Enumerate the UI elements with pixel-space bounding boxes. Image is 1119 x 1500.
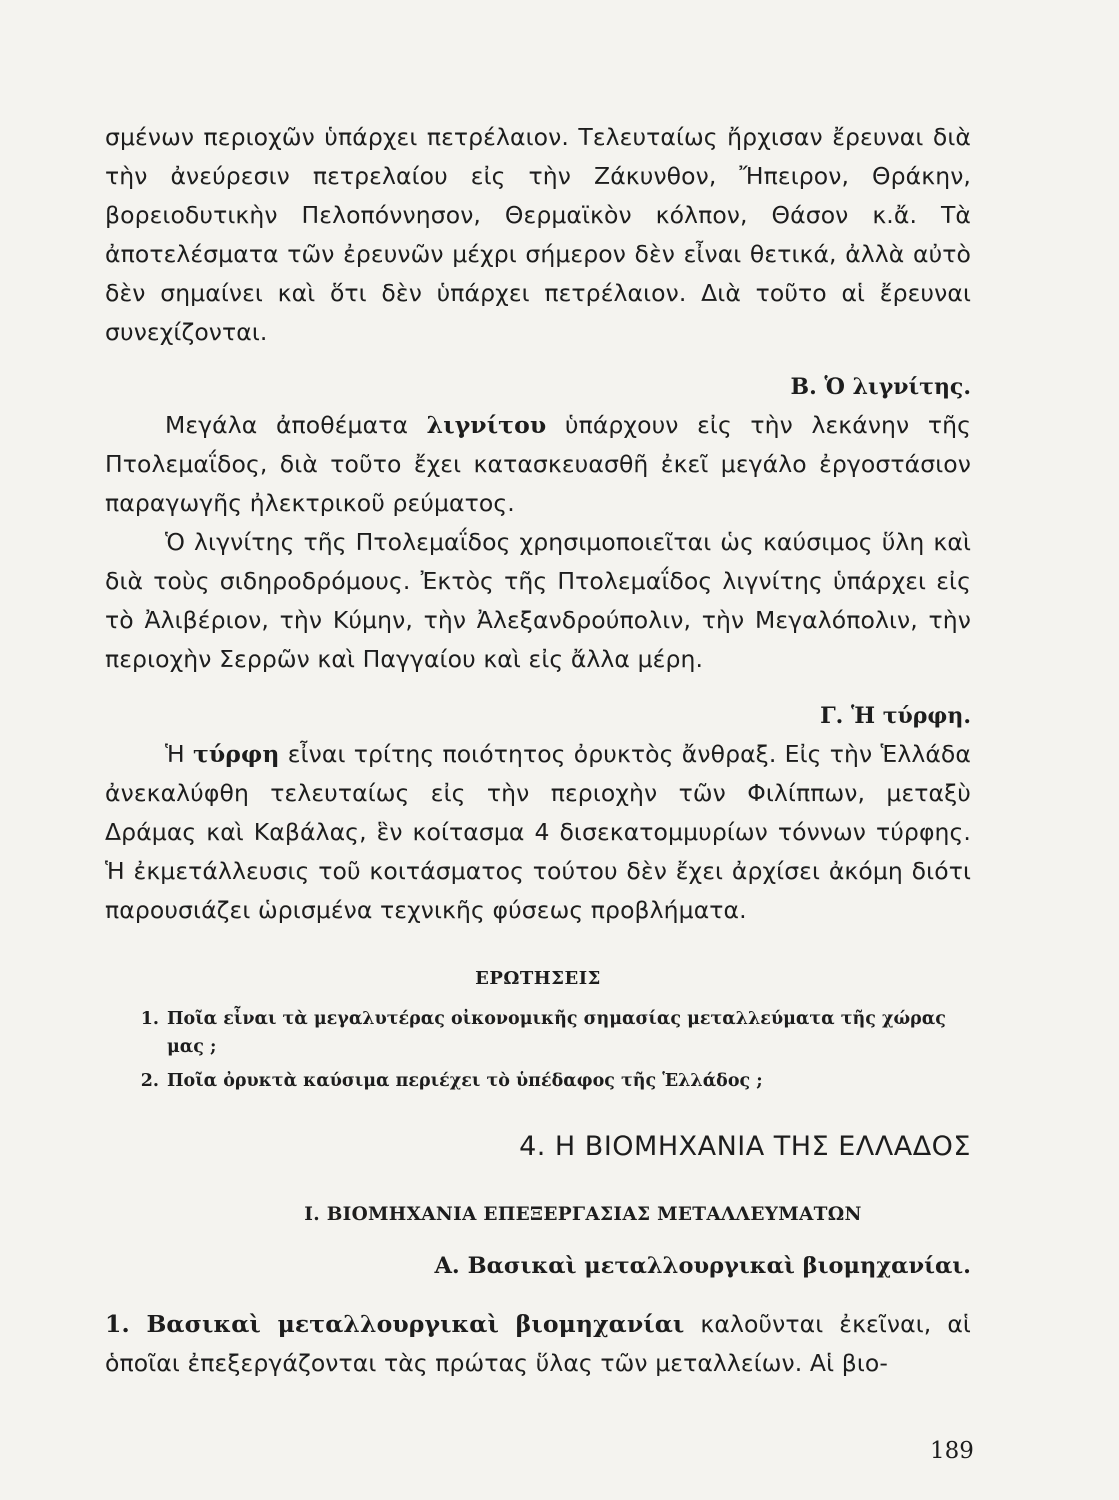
chapter-subheading: Ι. ΒΙΟΜΗΧΑΝΙΑ ΕΠΕΞΕΡΓΑΣΙΑΣ ΜΕΤΑΛΛΕΥΜΑΤΩΝ: [304, 1204, 862, 1225]
section-heading-peat: Γ. Ἡ τύρφη.: [820, 703, 971, 729]
paragraph-metallurgy-rest: καλοῦνται ἐκεῖναι, αἱ ὁποῖαι ἐπεξεργάζονται τὰς πρώτας ὕλας τῶν μεταλλείων. Αἱ βιο-: [105, 1310, 971, 1377]
chapter-subsubheading: Α. Βασικαὶ μεταλλουργικαὶ βιομηχανίαι.: [434, 1253, 971, 1279]
paragraph-lignite-2: Ὁ λιγνίτης τῆς Πτολεμαΐδος χρησιμοποιεῖται ὡς καύσιμος ὕλη καὶ διὰ τοὺς σιδηροδρόμους. Ἐκτὸς τῆς Πτολεμαΐδος λιγνίτης ὑπάρχει εἰς τὸ Ἀλιβέριον, τὴν Κύμην, τὴν Ἀλεξανδρούπολιν, τὴν Μεγαλόπολιν, τὴν περιοχὴν Σερρῶν καὶ Παγγαίου καὶ εἰς ἄλλα μέρη.: [105, 528, 971, 673]
paragraph-lignite-1-start: Μεγάλα ἀποθέματα: [165, 411, 427, 439]
page-number: 189: [930, 1438, 974, 1464]
questions-list: [105, 1005, 971, 1095]
paragraph-lignite-1-rest: ὑπάρχουν εἰς τὴν λεκάνην τῆς Πτολεμαΐδος, διὰ τοῦτο ἔχει κατασκευασθῆ ἐκεῖ μεγάλο ἐργοστάσιον παραγωγῆς ἠλεκτρικοῦ ρεύματος.: [105, 411, 971, 517]
questions-heading: ΕΡΩΤΗΣΕΙΣ: [475, 968, 601, 989]
chapter-title: 4. Η ΒΙΟΜΗΧΑΝΙΑ ΤΗΣ ΕΛΛΑΔΟΣ: [519, 1131, 971, 1162]
question-item: [105, 1067, 971, 1095]
question-text: Ποῖα ὀρυκτὰ καύσιμα περιέχει τὸ ὑπέδαφος τῆς Ἑλλάδος ;: [167, 1071, 763, 1091]
question-number: 2.: [140, 1071, 159, 1091]
paragraph-peat-start: Ἡ: [165, 740, 193, 768]
paragraph-peat: [105, 735, 971, 930]
paragraph-lignite-1: [105, 406, 971, 523]
question-item: [105, 1005, 971, 1061]
term-metallurgy: 1. Βασικαὶ μεταλλουργικαὶ βιομηχανίαι: [105, 1310, 685, 1338]
paragraph-peat-rest: εἶναι τρίτης ποιότητος ὀρυκτὸς ἄνθραξ. Εἰς τὴν Ἑλλάδα ἀνεκαλύφθη τελευταίως εἰς τὴν περιοχὴν τῶν Φιλίππων, μεταξὺ Δράμας καὶ Καβάλας, ἓν κοίτασμα 4 δισεκατομμυρίων τόννων τύρφης. Ἡ ἐκμετάλλευσις τοῦ κοιτάσματος τούτου δὲν ἔχει ἀρχίσει ἀκόμη διότι παρουσιάζει ὡρισμένα τεχνικῆς φύσεως προβλήματα.: [105, 740, 971, 924]
term-peat: τύρφη: [192, 740, 280, 768]
page-content: [105, 118, 971, 1383]
question-text: Ποῖα εἶναι τὰ μεγαλυτέρας οἰκονομικῆς σημασίας μεταλλεύματα τῆς χώρας μας ;: [167, 1009, 946, 1057]
paragraph-metallurgy: [105, 1305, 971, 1383]
paragraph-petroleum: σμένων περιοχῶν ὑπάρχει πετρέλαιον. Τελευταίως ἤρχισαν ἔρευναι διὰ τὴν ἀνεύρεσιν πετρελαίου εἰς τὴν Ζάκυνθον, Ἤπειρον, Θράκην, βορειοδυτικὴν Πελοπόννησον, Θερμαϊκὸν κόλπον, Θάσον κ.ἄ. Τὰ ἀποτελέσματα τῶν ἐρευνῶν μέχρι σήμερον δὲν εἶναι θετικά, ἀλλὰ αὐτὸ δὲν σημαίνει καὶ ὅτι δὲν ὑπάρχει πετρέλαιον. Διὰ τοῦτο αἱ ἔρευναι συνεχίζονται.: [105, 123, 971, 346]
section-heading-lignite: Β. Ὁ λιγνίτης.: [790, 374, 971, 400]
question-number: 1.: [140, 1009, 159, 1029]
term-lignite: λιγνίτου: [426, 411, 547, 439]
